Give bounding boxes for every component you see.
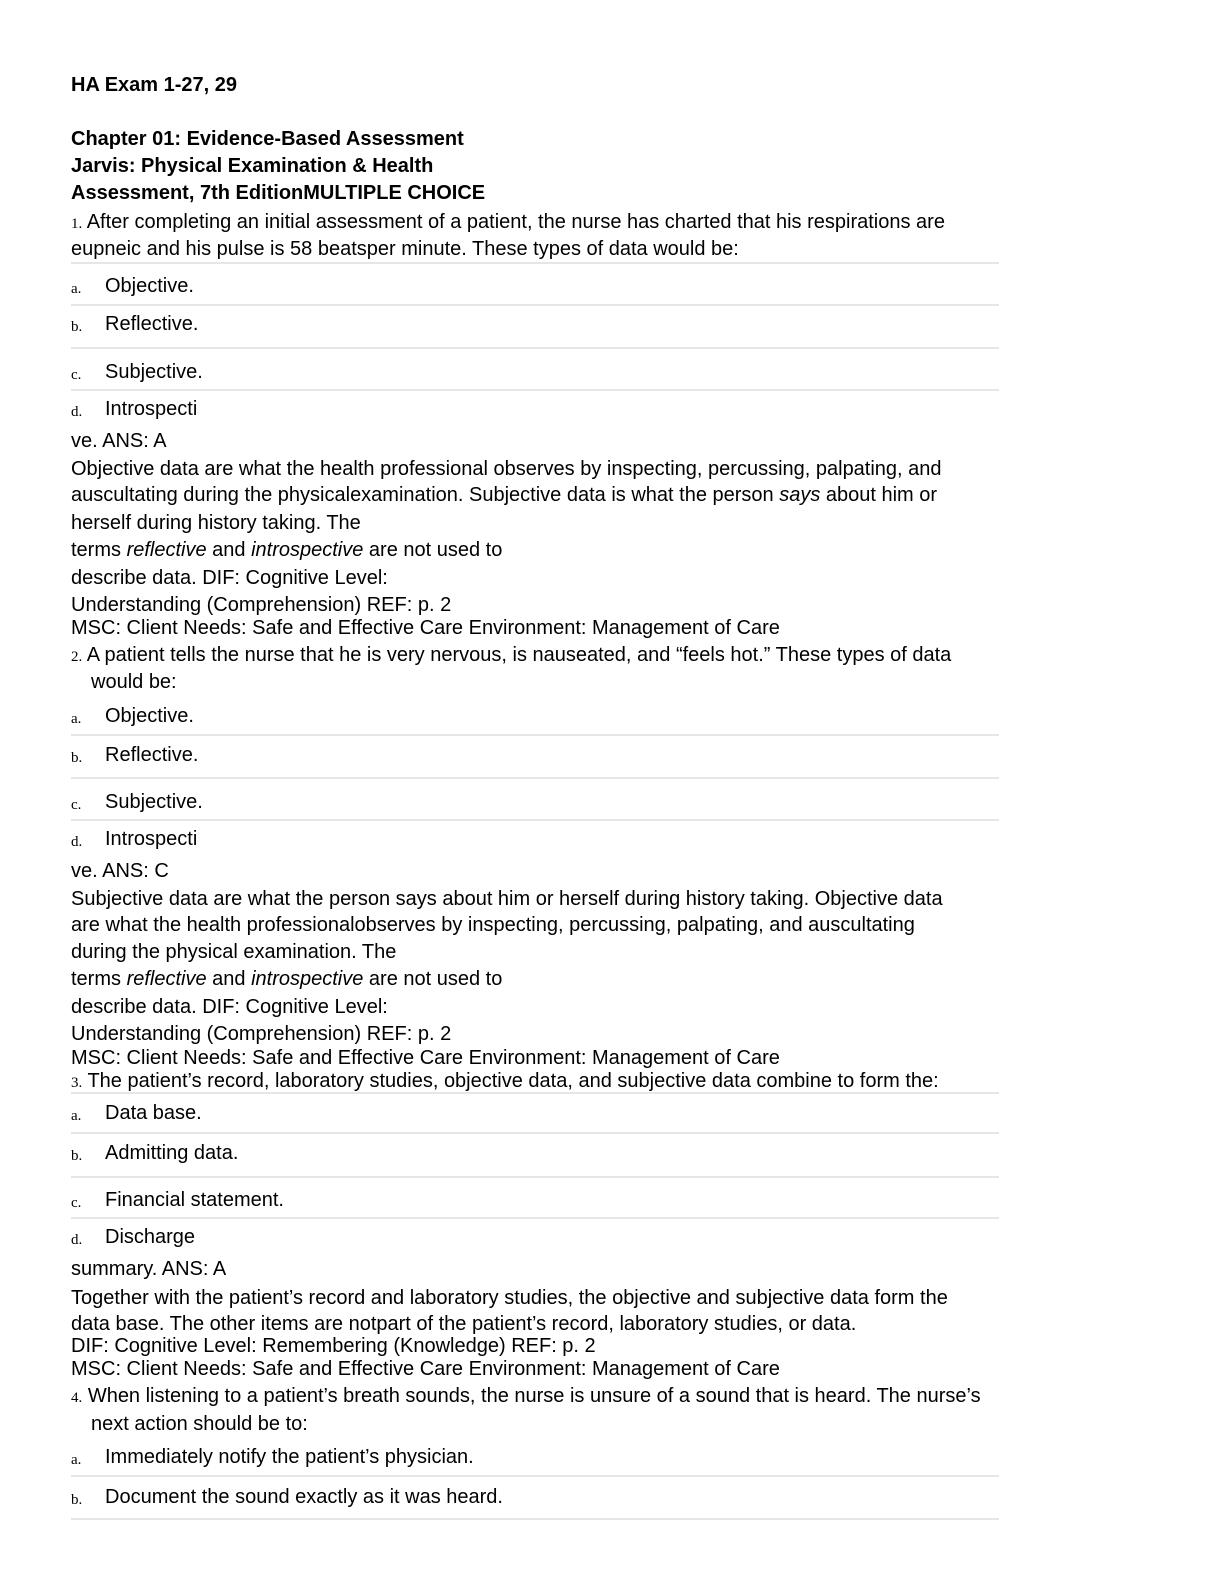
option-letter: d. xyxy=(71,834,83,850)
question-1-number: 1. xyxy=(71,216,83,232)
reference-line: Understanding (Comprehension) REF: p. 2 xyxy=(71,594,452,616)
divider xyxy=(71,347,999,349)
option-letter: a. xyxy=(71,1452,82,1468)
difficulty-line: describe data. DIF: Cognitive Level: xyxy=(71,567,388,589)
option-letter: a. xyxy=(71,711,82,727)
option-text: Introspecti xyxy=(105,398,198,420)
question-4-number: 4. xyxy=(71,1390,83,1406)
divider xyxy=(71,1217,999,1219)
answer-line: summary. ANS: A xyxy=(71,1258,227,1280)
option-letter: a. xyxy=(71,1108,82,1124)
divider xyxy=(71,777,999,779)
msc-line: MSC: Client Needs: Safe and Effective Care Environment: Management of Care xyxy=(71,1358,780,1380)
chapter-heading-line-2: Jarvis: Physical Examination & Health xyxy=(71,155,434,177)
divider xyxy=(71,1132,999,1134)
rationale-line: Objective data are what the health professional observes by inspecting, percussing, palpating, and xyxy=(71,458,942,480)
option-text: Subjective. xyxy=(105,361,203,383)
option-letter: d. xyxy=(71,404,83,420)
option-text: Objective. xyxy=(105,705,194,727)
option-text: Financial statement. xyxy=(105,1189,284,1211)
option-text: Document the sound exactly as it was heard. xyxy=(105,1486,503,1508)
option-text: Immediately notify the patient’s physician. xyxy=(105,1446,474,1468)
divider xyxy=(71,1475,999,1477)
chapter-heading-line-1: Chapter 01: Evidence-Based Assessment xyxy=(71,128,464,150)
option-text: Data base. xyxy=(105,1102,202,1124)
option-letter: b. xyxy=(71,319,83,335)
msc-line: MSC: Client Needs: Safe and Effective Care Environment: Management of Care xyxy=(71,617,780,639)
option-letter: d. xyxy=(71,1232,83,1248)
rationale-line: auscultating during the physicalexamination. Subjective data is what the person says about him or xyxy=(71,484,938,506)
question-3-stem-line-1: 3. The patient’s record, laboratory studies, objective data, and subjective data combine to form the: xyxy=(71,1070,939,1092)
divider xyxy=(71,389,999,391)
rationale-line: during the physical examination. The xyxy=(71,941,397,963)
divider xyxy=(71,1518,999,1520)
option-text: Subjective. xyxy=(105,791,203,813)
divider xyxy=(71,304,999,306)
option-letter: c. xyxy=(71,1195,82,1211)
rationale-line: are what the health professionalobserves by inspecting, percussing, palpating, and auscultating xyxy=(71,914,915,936)
question-2-stem-line-1: 2. A patient tells the nurse that he is very nervous, is nauseated, and “feels hot.” These types of data xyxy=(71,644,952,666)
reference-line: Understanding (Comprehension) REF: p. 2 xyxy=(71,1023,452,1045)
option-letter: b. xyxy=(71,750,83,766)
question-1-stem-line-2: eupneic and his pulse is 58 beatsper minute. These types of data would be: xyxy=(71,238,739,260)
difficulty-line: describe data. DIF: Cognitive Level: xyxy=(71,996,388,1018)
question-1-stem-line-1: 1. After completing an initial assessment of a patient, the nurse has charted that his respirations are xyxy=(71,211,945,233)
option-letter: b. xyxy=(71,1492,83,1508)
chapter-heading-line-3: Assessment, 7th EditionMULTIPLE CHOICE xyxy=(71,182,486,204)
option-text: Reflective. xyxy=(105,744,199,766)
option-text: Admitting data. xyxy=(105,1142,239,1164)
option-text: Discharge xyxy=(105,1226,196,1248)
rationale-terms-line: terms reflective and introspective are not used to xyxy=(71,968,503,990)
question-2-number: 2. xyxy=(71,649,83,665)
answer-line: ve. ANS: C xyxy=(71,860,169,882)
divider xyxy=(71,819,999,821)
rationale-terms-line: terms reflective and introspective are not used to xyxy=(71,539,503,561)
divider xyxy=(71,1176,999,1178)
option-text: Reflective. xyxy=(105,313,199,335)
option-letter: c. xyxy=(71,797,82,813)
option-letter: b. xyxy=(71,1148,83,1164)
answer-line: ve. ANS: A xyxy=(71,430,167,452)
option-letter: a. xyxy=(71,281,82,297)
difficulty-line: DIF: Cognitive Level: Remembering (Knowledge) REF: p. 2 xyxy=(71,1335,596,1357)
rationale-line: Together with the patient’s record and laboratory studies, the objective and subjective data form the xyxy=(71,1287,948,1309)
question-3-number: 3. xyxy=(71,1075,83,1091)
question-4-stem-line-1: 4. When listening to a patient’s breath sounds, the nurse is unsure of a sound that is heard. The nurse’s xyxy=(71,1385,981,1407)
divider xyxy=(71,1092,999,1094)
msc-line: MSC: Client Needs: Safe and Effective Care Environment: Management of Care xyxy=(71,1047,780,1069)
rationale-line: data base. The other items are notpart of the patient’s record, laboratory studies, or data. xyxy=(71,1313,857,1335)
question-2-stem-line-2: would be: xyxy=(91,671,177,693)
rationale-line: herself during history taking. The xyxy=(71,512,361,534)
divider xyxy=(71,262,999,264)
option-text: Objective. xyxy=(105,275,194,297)
divider xyxy=(71,734,999,736)
rationale-line: Subjective data are what the person says about him or herself during history taking. Objective data xyxy=(71,888,943,910)
option-text: Introspecti xyxy=(105,828,198,850)
document-title: HA Exam 1-27, 29 xyxy=(71,74,238,96)
question-4-stem-line-2: next action should be to: xyxy=(91,1413,308,1435)
option-letter: c. xyxy=(71,367,82,383)
